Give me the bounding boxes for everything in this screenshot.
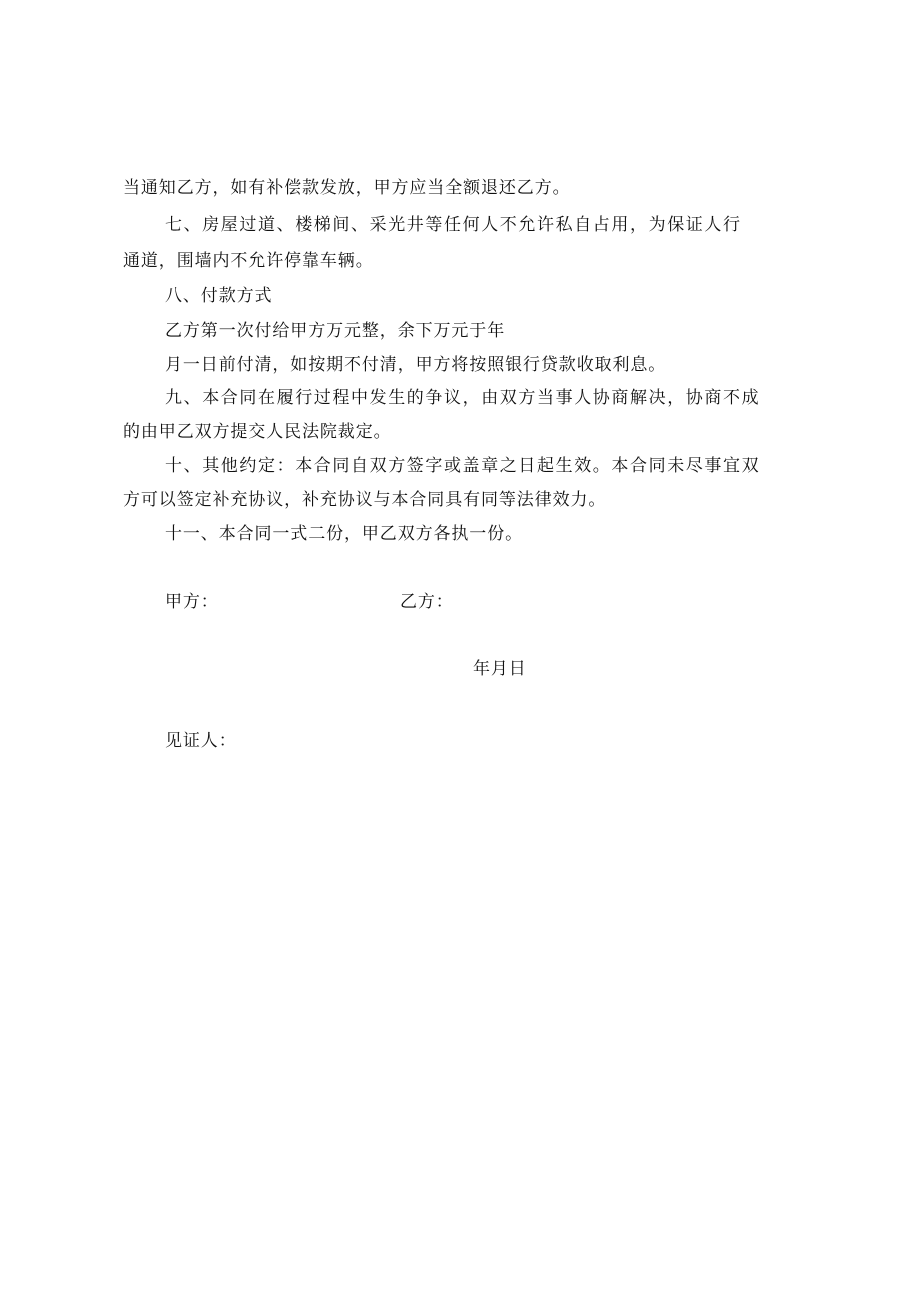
paragraph-line: 九、本合同在履行过程中发生的争议，由双方当事人协商解决，协商不成 xyxy=(165,388,761,408)
party-b-label: 乙方： xyxy=(400,592,454,612)
party-a-label: 甲方： xyxy=(165,592,219,612)
paragraph-line: 七、房屋过道、楼梯间、采光井等任何人不允许私自占用，为保证人行 xyxy=(165,215,742,235)
paragraph-line: 的由甲乙双方提交人民法院裁定。 xyxy=(123,422,392,442)
paragraph-line: 月一日前付清，如按期不付清，甲方将按照银行贷款收取利息。 xyxy=(165,355,667,375)
witness-label: 见证人： xyxy=(165,731,237,751)
paragraph-line: 通道，围墙内不允许停靠车辆。 xyxy=(123,251,374,271)
paragraph-line: 方可以签定补充协议，补充协议与本合同具有同等法律效力。 xyxy=(123,490,607,510)
paragraph-line: 十、其他约定：本合同自双方签字或盖章之日起生效。本合同未尽事宜双 xyxy=(165,456,761,476)
paragraph-line: 当通知乙方，如有补偿款发放，甲方应当全额退还乙方。 xyxy=(123,178,571,198)
date-label: 年月日 xyxy=(473,659,527,679)
paragraph-line: 乙方第一次付给甲方万元整，余下万元于年 xyxy=(165,321,506,341)
section-heading: 八、付款方式 xyxy=(165,286,273,306)
paragraph-line: 十一、本合同一式二份，甲乙双方各执一份。 xyxy=(165,524,523,544)
